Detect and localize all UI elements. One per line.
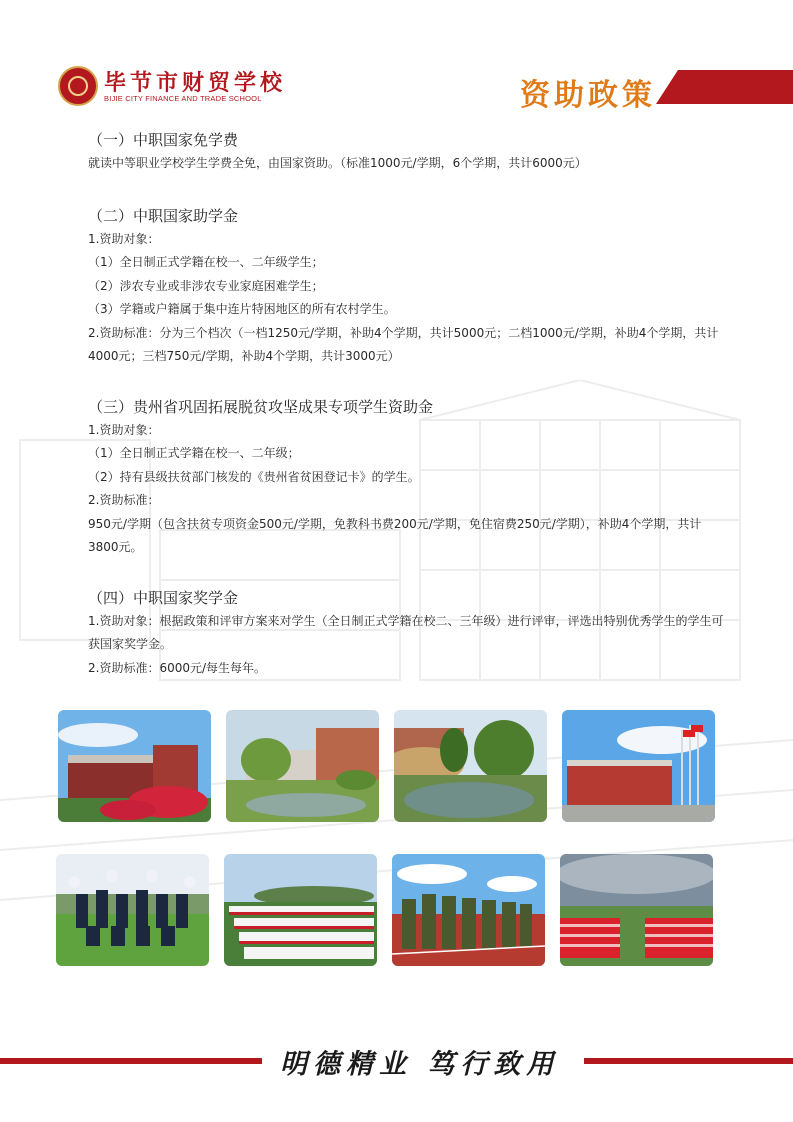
photo-campus-garden-pond	[226, 710, 379, 822]
section-line: 950元/学期（包含扶贫专项资金500元/学期，免教科书费200元/学期，免住宿费250元/学期），补助4个学期，共计3800元。	[88, 516, 702, 554]
section-title-bar	[656, 70, 793, 104]
section-line: （2）持有县级扶贫部门核发的《贵州省贫困登记卡》的学生。	[88, 469, 420, 484]
school-logo-emblem	[58, 66, 98, 106]
footer-rule-right	[584, 1058, 793, 1064]
section-national-grant	[88, 204, 728, 369]
photo-military-training-march	[392, 854, 545, 966]
section-line: 1.资助对象：	[88, 422, 160, 437]
photo-campus-building-red-maple	[58, 710, 211, 822]
section-guizhou-special-aid	[88, 395, 728, 560]
section-line: 2.资助标准：分为三个档次（一档1250元/学期，补助4个学期，共计5000元；二档1000元/学期，补助4个学期，共计4000元；三档750元/学期，补助4个学期，共计3000元）	[88, 325, 719, 363]
photo-students-assembly-field	[560, 854, 713, 966]
policy-content	[88, 128, 728, 680]
section-heading: （四）中职国家奖学金	[88, 588, 239, 607]
school-motto: 明德精业 笃行致用	[280, 1049, 560, 1080]
photo-cheerleading-team	[56, 854, 209, 966]
section-free-tuition	[88, 128, 728, 176]
section-line: 2.资助标准：	[88, 493, 160, 507]
section-line: （2）涉农专业或非涉农专业家庭困难学生；	[88, 278, 324, 293]
section-heading: （一）中职国家免学费	[88, 131, 239, 149]
section-heading: （二）中职国家助学金	[88, 206, 239, 225]
photo-rockery-pond	[394, 710, 547, 822]
section-heading: （三）贵州省巩固拓展脱贫攻坚成果专项学生资助金	[88, 397, 434, 416]
section-title: 资助政策	[520, 78, 656, 113]
footer-rule-left	[0, 1058, 262, 1064]
section-line: 1.资助对象：	[88, 231, 160, 246]
section-line: 2.资助标准：6000元/每生每年。	[88, 660, 267, 675]
photo-students-seated-field	[224, 854, 377, 966]
section-line: （1）全日制正式学籍在校一、二年级；	[88, 446, 300, 460]
section-line: 就读中等职业学校学生学费全免，由国家资助。（标准1000元/学期，6个学期，共计6000元）	[88, 156, 587, 170]
section-line: 1.资助对象：根据政策和评审方案来对学生（全日制正式学籍在校二、三年级）进行评审，评选出特别优秀学生的学生可获国家奖学金。	[88, 613, 724, 651]
section-national-scholarship	[88, 586, 728, 681]
section-line: （3）学籍或户籍属于集中连片特困地区的所有农村学生。	[88, 302, 396, 316]
school-name-en: BIJIE CITY FINANCE AND TRADE SCHOOL	[104, 94, 262, 103]
section-line: （1）全日制正式学籍在校一、二年级学生；	[88, 255, 324, 269]
photo-campus-flag-building	[562, 710, 715, 822]
school-name-cn: 毕节市财贸学校	[104, 70, 287, 96]
